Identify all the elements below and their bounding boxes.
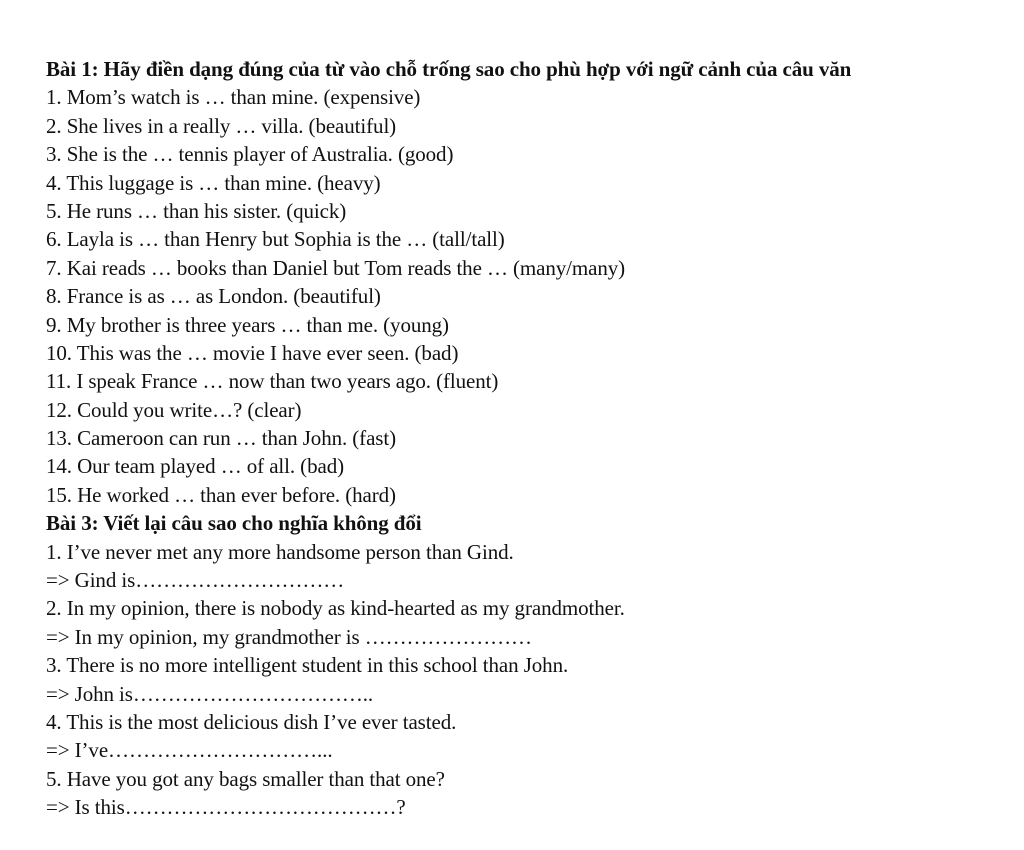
rewrite-answer-line: => I’ve…………………………... <box>46 738 333 763</box>
exercise-1-item: 12. Could you write…? (clear) <box>46 397 302 422</box>
rewrite-answer-line: => Is this…………………………………? <box>46 795 406 820</box>
exercise-1-item: 14. Our team played … of all. (bad) <box>46 454 344 479</box>
section-1-heading: Bài 1: Hãy điền dạng đúng của từ vào chỗ trống sao cho phù hợp với ngữ cảnh của câu văn <box>46 57 852 81</box>
exercise-1-item: 7. Kai reads … books than Daniel but Tom reads the … (many/many) <box>46 255 626 280</box>
exercise-1-item: 1. Mom’s watch is … than mine. (expensive) <box>46 85 421 110</box>
exercise-1-item: 2. She lives in a really … villa. (beautiful) <box>46 113 397 138</box>
document-body <box>46 55 1016 822</box>
exercise-1-item: 8. France is as … as London. (beautiful) <box>46 284 381 309</box>
section-3-heading: Bài 3: Viết lại câu sao cho nghĩa không đổi <box>46 511 422 536</box>
exercise-1-item: 9. My brother is three years … than me. (young) <box>46 312 449 337</box>
exercise-1-item: 13. Cameroon can run … than John. (fast) <box>46 426 396 451</box>
rewrite-answer-line: => Gind is………………………… <box>46 568 345 593</box>
rewrite-question: 5. Have you got any bags smaller than that one? <box>46 766 445 791</box>
exercise-1-item: 15. He worked … than ever before. (hard) <box>46 482 396 507</box>
exercise-1-item: 10. This was the … movie I have ever seen. (bad) <box>46 340 459 365</box>
exercise-1-item: 6. Layla is … than Henry but Sophia is the … (tall/tall) <box>46 227 505 252</box>
rewrite-question: 4. This is the most delicious dish I’ve ever tasted. <box>46 709 457 734</box>
rewrite-question: 1. I’ve never met any more handsome person than Gind. <box>46 539 514 564</box>
rewrite-question: 3. There is no more intelligent student in this school than John. <box>46 653 569 678</box>
exercise-1-item: 5. He runs … than his sister. (quick) <box>46 198 347 223</box>
rewrite-answer-line: => In my opinion, my grandmother is …………………… <box>46 624 532 649</box>
exercise-1-item: 11. I speak France … now than two years ago. (fluent) <box>46 369 499 394</box>
rewrite-answer-line: => John is…………………………….. <box>46 681 374 706</box>
exercise-1-item: 3. She is the … tennis player of Australia. (good) <box>46 142 454 167</box>
rewrite-question: 2. In my opinion, there is nobody as kind-hearted as my grandmother. <box>46 596 625 621</box>
exercise-1-item: 4. This luggage is … than mine. (heavy) <box>46 170 381 195</box>
